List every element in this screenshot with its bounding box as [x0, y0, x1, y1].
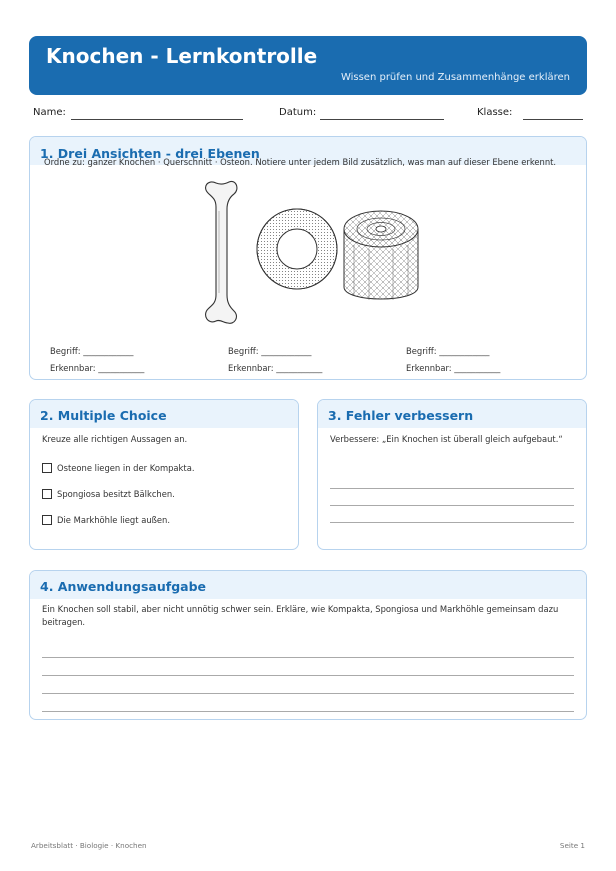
section-fix-error: [317, 399, 587, 550]
section-title: 2. Multiple Choice: [40, 408, 167, 423]
student-info-row: [33, 106, 583, 122]
answer-line[interactable]: [330, 505, 574, 506]
answer-line[interactable]: [42, 675, 574, 676]
cross-section-icon: [257, 209, 337, 289]
date-field-line[interactable]: [320, 119, 444, 120]
section-three-views: [29, 136, 587, 380]
answer-line[interactable]: [330, 488, 574, 489]
answer-line[interactable]: [42, 657, 574, 658]
checkbox[interactable]: [42, 489, 52, 499]
section-instruction: Ordne zu: ganzer Knochen · Querschnitt · Osteon. Notiere unter jedem Bild zusätzlich, was man auf dieser Ebene erkennt.: [44, 157, 557, 167]
choice-option-3[interactable]: [42, 515, 170, 525]
term-field-1[interactable]: Begriff: ____________: [50, 346, 134, 356]
name-field-line[interactable]: [71, 119, 243, 120]
choice-label: Osteone liegen in der Kompakta.: [57, 463, 195, 473]
date-label: Datum:: [279, 107, 317, 118]
choice-label: Die Markhöhle liegt außen.: [57, 515, 171, 525]
section-application: [29, 570, 587, 720]
section-title: 3. Fehler verbessern: [328, 408, 474, 423]
osteon-icon: [344, 211, 418, 300]
answer-line[interactable]: [330, 522, 574, 523]
answer-line[interactable]: [42, 711, 574, 712]
section-header: [30, 400, 298, 428]
section-header: [318, 400, 586, 428]
term-field-3[interactable]: Begriff: ____________: [406, 346, 490, 356]
choice-label: Spongiosa besitzt Bälkchen.: [57, 489, 175, 499]
section-instruction: Kreuze alle richtigen Aussagen an.: [42, 434, 188, 444]
section-multiple-choice: [29, 399, 299, 550]
whole-bone-icon: [206, 181, 237, 323]
worksheet-header: [29, 36, 587, 95]
section-title: 1. Drei Ansichten - drei Ebenen: [40, 146, 260, 161]
recognizable-field-1[interactable]: Erkennbar: ___________: [50, 363, 145, 373]
bone-illustration: [194, 177, 424, 327]
section-title: 4. Anwendungsaufgabe: [40, 579, 207, 594]
checkbox[interactable]: [42, 463, 52, 473]
name-label: Name:: [33, 107, 66, 118]
class-field-line[interactable]: [523, 119, 583, 120]
choice-option-1[interactable]: [42, 463, 195, 473]
term-field-2[interactable]: Begriff: ____________: [228, 346, 312, 356]
section-header: [30, 571, 586, 599]
checkbox[interactable]: [42, 515, 52, 525]
answer-line[interactable]: [42, 693, 574, 694]
worksheet-title: Knochen - Lernkontrolle: [46, 44, 318, 68]
class-label: Klasse:: [477, 107, 513, 118]
footer-page-number: Seite 1: [559, 841, 585, 850]
section-instruction: Ein Knochen soll stabil, aber nicht unnötig schwer sein. Erkläre, wie Kompakta, Spongiosa und Markhöhle gemeinsam dazu beitragen.: [42, 604, 559, 627]
footer-left: Arbeitsblatt · Biologie · Knochen: [31, 841, 147, 850]
choice-option-2[interactable]: [42, 489, 175, 499]
recognizable-field-3[interactable]: Erkennbar: ___________: [406, 363, 501, 373]
worksheet-subtitle: Wissen prüfen und Zusammenhänge erklären: [340, 72, 570, 83]
section-instruction: Verbessere: „Ein Knochen ist überall gleich aufgebaut.“: [330, 434, 563, 444]
recognizable-field-2[interactable]: Erkennbar: ___________: [228, 363, 323, 373]
